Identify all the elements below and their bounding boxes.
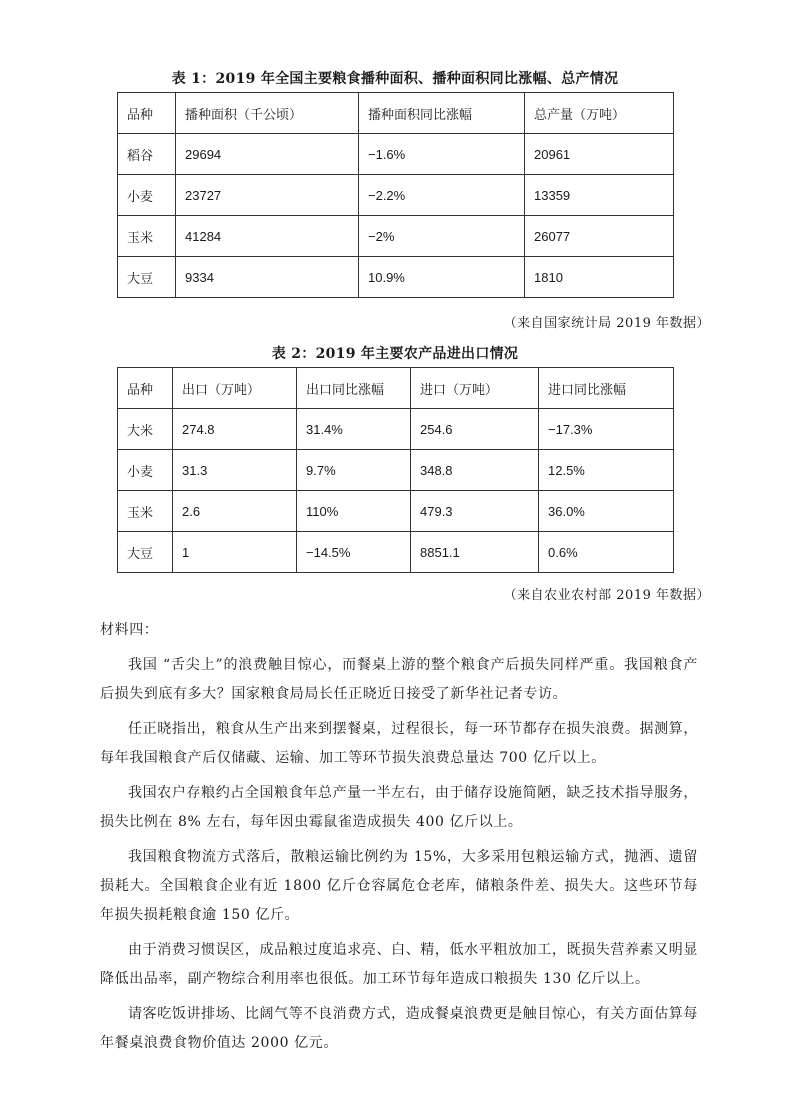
material-label: 材料四： <box>100 622 159 638</box>
table-cell: 0.6% <box>539 532 674 573</box>
table-cell: −2% <box>359 216 525 257</box>
table-header-cell: 品种 <box>118 93 176 134</box>
table-cell: 9.7% <box>297 450 411 491</box>
table-cell: 31.3 <box>173 450 297 491</box>
table-cell: 1 <box>173 532 297 573</box>
table1 <box>117 92 674 298</box>
table-cell: 41284 <box>176 216 359 257</box>
table-cell: −2.2% <box>359 175 525 216</box>
material-section <box>100 616 698 1064</box>
table-row <box>118 532 674 573</box>
table-cell: 稻谷 <box>118 134 176 175</box>
table-cell: −14.5% <box>297 532 411 573</box>
table-cell: −1.6% <box>359 134 525 175</box>
table-header-row <box>118 368 674 409</box>
table-row <box>118 175 674 216</box>
table-cell: −17.3% <box>539 409 674 450</box>
table-header-cell: 出口同比涨幅 <box>297 368 411 409</box>
table-header-cell: 总产量（万吨） <box>525 93 674 134</box>
paragraph: 任正晓指出，粮食从生产出来到摆餐桌，过程很长，每一环节都存在损失浪费。据测算，每年我国粮食产后仅储藏、运输、加工等环节损失浪费总量达 700 亿斤以上。 <box>100 721 698 766</box>
table-row <box>118 491 674 532</box>
table-header-cell: 播种面积同比涨幅 <box>359 93 525 134</box>
table2-source: （来自农业农村部 2019 年数据） <box>503 588 710 603</box>
paragraph: 我国农户存粮约占全国粮食年总产量一半左右，由于储存设施简陋，缺乏技术指导服务，损失比例在 8% 左右，每年因虫霉鼠雀造成损失 400 亿斤以上。 <box>100 785 698 830</box>
table-cell: 254.6 <box>411 409 539 450</box>
table-cell: 31.4% <box>297 409 411 450</box>
paragraph: 请客吃饭讲排场、比阔气等不良消费方式，造成餐桌浪费更是触目惊心，有关方面估算每年餐桌浪费食物价值达 2000 亿元。 <box>100 1006 698 1051</box>
table-cell: 23727 <box>176 175 359 216</box>
table-cell: 29694 <box>176 134 359 175</box>
paragraph: 我国 “舌尖上”的浪费触目惊心，而餐桌上游的整个粮食产后损失同样严重。我国粮食产后损失到底有多大？国家粮食局局长任正晓近日接受了新华社记者专访。 <box>100 657 698 702</box>
table1-source: （来自国家统计局 2019 年数据） <box>503 316 710 331</box>
table-header-cell: 出口（万吨） <box>173 368 297 409</box>
table-cell: 26077 <box>525 216 674 257</box>
table-cell: 20961 <box>525 134 674 175</box>
table-row <box>118 450 674 491</box>
table-cell: 36.0% <box>539 491 674 532</box>
table-cell: 大豆 <box>118 532 173 573</box>
paragraph: 我国粮食物流方式落后，散粮运输比例约为 15%，大多采用包粮运输方式，抛洒、遗留损耗大。全国粮食企业有近 1800 亿斤仓容属危仓老库，储粮条件差、损失大。这些环节每年损失损耗粮食逾 150 亿斤。 <box>100 849 698 923</box>
table-cell: 110% <box>297 491 411 532</box>
table2 <box>117 367 674 573</box>
table-cell: 玉米 <box>118 216 176 257</box>
table-row <box>118 257 674 298</box>
paragraph: 由于消费习惯误区，成品粮过度追求亮、白、精，低水平粗放加工，既损失营养素又明显降低出品率，副产物综合利用率也很低。加工环节每年造成口粮损失 130 亿斤以上。 <box>100 942 698 987</box>
table-cell: 12.5% <box>539 450 674 491</box>
table-header-cell: 品种 <box>118 368 173 409</box>
table2-caption: 表 2：2019 年主要农产品进出口情况 <box>271 346 519 362</box>
table-cell: 10.9% <box>359 257 525 298</box>
table-cell: 479.3 <box>411 491 539 532</box>
table-header-cell: 进口同比涨幅 <box>539 368 674 409</box>
table-row <box>118 409 674 450</box>
table-header-cell: 进口（万吨） <box>411 368 539 409</box>
table-cell: 玉米 <box>118 491 173 532</box>
table-cell: 小麦 <box>118 450 173 491</box>
table-cell: 小麦 <box>118 175 176 216</box>
table1-caption: 表 1：2019 年全国主要粮食播种面积、播种面积同比涨幅、总产情况 <box>171 71 619 87</box>
table-cell: 348.8 <box>411 450 539 491</box>
table-cell: 13359 <box>525 175 674 216</box>
table-cell: 2.6 <box>173 491 297 532</box>
table-row <box>118 134 674 175</box>
table-cell: 大米 <box>118 409 173 450</box>
table-cell: 274.8 <box>173 409 297 450</box>
table-header-cell: 播种面积（千公顷） <box>176 93 359 134</box>
table-cell: 大豆 <box>118 257 176 298</box>
table-row <box>118 216 674 257</box>
table-cell: 1810 <box>525 257 674 298</box>
table-header-row <box>118 93 674 134</box>
table-cell: 9334 <box>176 257 359 298</box>
table-cell: 8851.1 <box>411 532 539 573</box>
